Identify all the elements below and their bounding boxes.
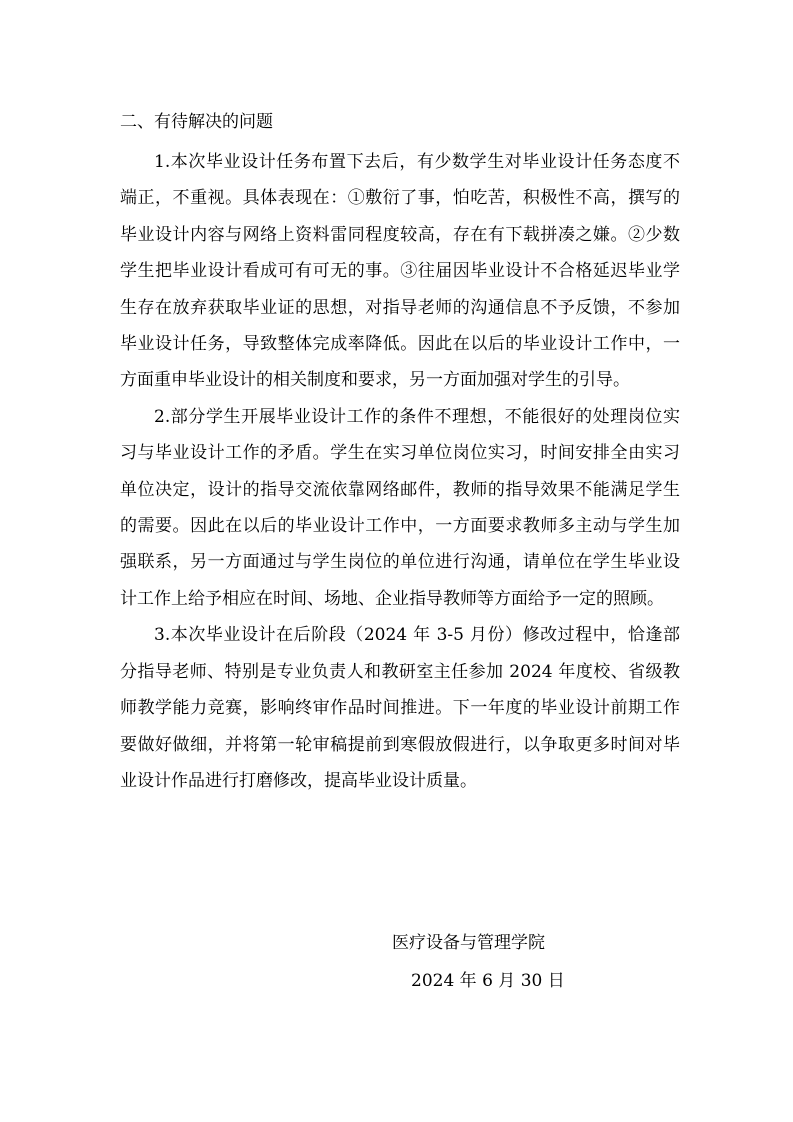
- paragraph-2: 2.部分学生开展毕业设计工作的条件不理想，不能很好的处理岗位实习与毕业设计工作的矛盾。学生在实习单位岗位实习，时间安排全由实习单位决定，设计的指导交流依靠网络邮件，教师的指导效果不能满足学生的需要。因此在以后的毕业设计工作中，一方面要求教师多主动与学生加强联系，另一方面通过与学生岗位的单位进行沟通，请单位在学生毕业设计工作上给予相应在时间、场地、企业指导教师等方面给予一定的照顾。: [120, 406, 680, 609]
- paragraph-3: 3.本次毕业设计在后阶段（2024 年 3-5 月份）修改过程中，恰逢部分指导老师、特别是专业负责人和教研室主任参加 2024 年度校、省级教师教学能力竞赛，影响终审作品时间推进。下一年度的毕业设计前期工作要做好做细，并将第一轮审稿提前到寒假放假进行，以争取更多时间对毕业设计作品进行打磨修改，提高毕业设计质量。: [120, 625, 680, 791]
- signature-date: 2024 年 6 月 30 日: [411, 971, 565, 991]
- signature-block: [392, 924, 652, 1000]
- document-body: [120, 104, 680, 799]
- section-heading: 二、有待解决的问题: [120, 112, 273, 132]
- paragraph-1: 1.本次毕业设计任务布置下去后，有少数学生对毕业设计任务态度不端正，不重视。具体表现在：①敷衍了事，怕吃苦，积极性不高，撰写的毕业设计内容与网络上资料雷同程度较高，存在有下载拼凑之嫌。②少数学生把毕业设计看成可有可无的事。③往届因毕业设计不合格延迟毕业学生存在放弃获取毕业证的思想，对指导老师的沟通信息不予反馈，不参加毕业设计任务，导致整体完成率降低。因此在以后的毕业设计工作中，一方面重申毕业设计的相关制度和要求，另一方面加强对学生的引导。: [120, 152, 680, 391]
- signature-organization: 医疗设备与管理学院: [392, 933, 545, 953]
